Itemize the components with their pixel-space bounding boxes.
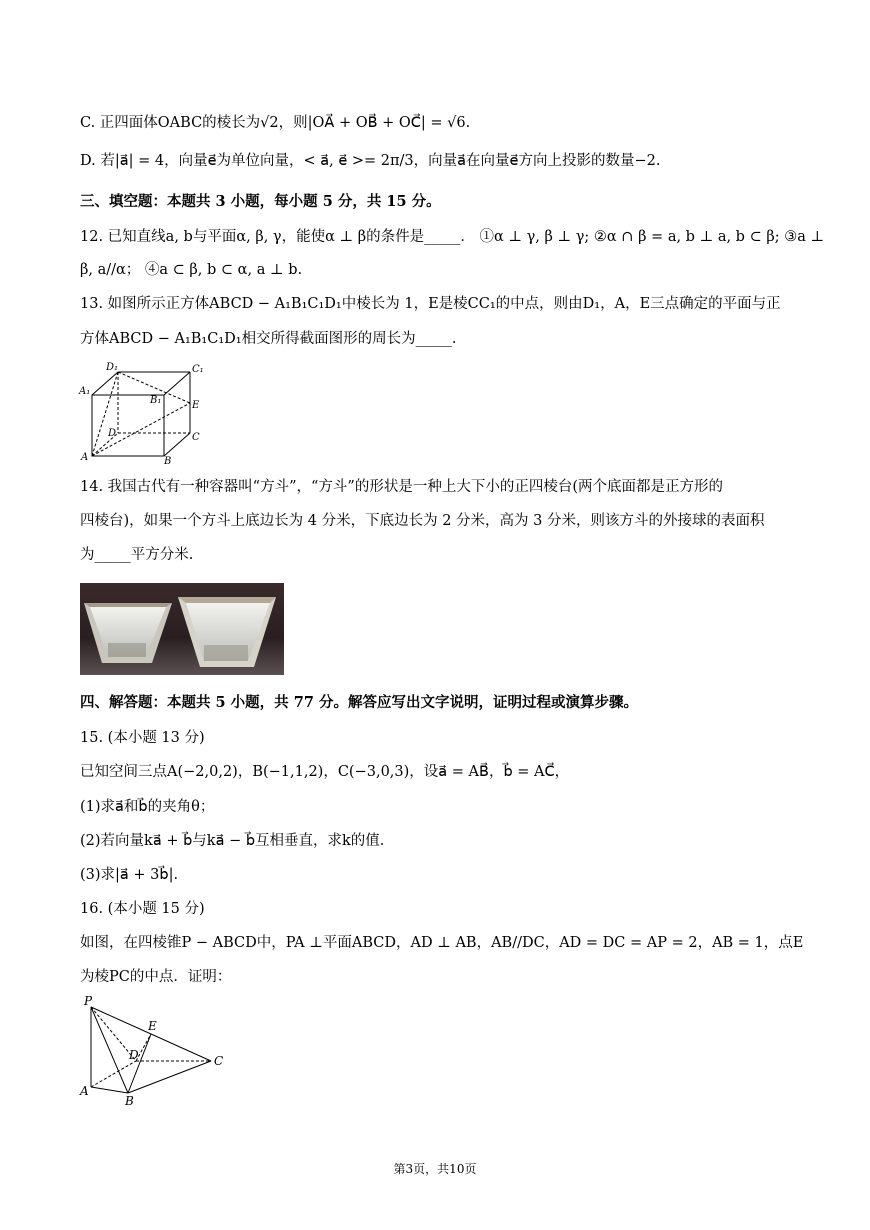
question-15-part-2: (2)若向量ka⃗ + b⃗与ka⃗ − b⃗互相垂直，求k的值.	[80, 833, 385, 849]
question-15-line-1: 已知空间三点A(−2,0,2)，B(−1,1,2)，C(−3,0,3)，设a⃗ = AB⃗，b⃗ = AC⃗，	[80, 764, 570, 780]
question-15-heading: 15. (本小题 13 分)	[80, 730, 205, 746]
option-c: C. 正四面体OABC的棱长为√2，则|OA⃗ + OB⃗ + OC⃗| = √6.	[80, 115, 471, 131]
pyramid-label-b: B	[125, 1094, 134, 1108]
section-3-heading: 三、填空题：本题共 3 小题，每小题 5 分，共 15 分。	[80, 193, 441, 210]
pyramid-label-p: P	[84, 994, 93, 1008]
fangdou-photo	[80, 583, 284, 675]
question-14-line-2: 四棱台)，如果一个方斗上底边长为 4 分米，下底边长为 2 分米，高为 3 分米，则该方斗的外接球的表面积	[80, 513, 765, 529]
question-14-line-1: 14. 我国古代有一种容器叫“方斗”，“方斗”的形状是一种上大下小的正四棱台(两个底面都是正方形的	[80, 479, 723, 495]
question-16-line-2: 为棱PC的中点．证明：	[80, 969, 232, 985]
question-16-heading: 16. (本小题 15 分)	[80, 901, 205, 917]
question-12-line-2: β, a//α； ④a ⊂ β, b ⊂ α, a ⊥ b.	[80, 262, 303, 278]
option-d: D. 若|a⃗| = 4，向量e⃗为单位向量，< a⃗, e⃗ >= 2π/3，向量a⃗在向量e⃗方向上投影的数量−2.	[80, 153, 661, 169]
question-16-line-1: 如图，在四棱锥P − ABCD中，PA ⊥平面ABCD，AD ⊥ AB，AB//DC，AD = DC = AP = 2，AB = 1，点E	[80, 935, 804, 951]
cube-figure	[78, 360, 218, 465]
question-15-part-1: (1)求a⃗和b⃗的夹角θ；	[80, 799, 215, 815]
pyramid-label-d: D	[129, 1048, 139, 1062]
cube-label-d: D	[108, 428, 117, 439]
cube-label-b1: B₁	[150, 395, 162, 406]
question-15-part-3: (3)求|a⃗ + 3b⃗|.	[80, 867, 179, 883]
pyramid-label-a: A	[80, 1084, 89, 1098]
section-4-heading: 四、解答题：本题共 5 小题，共 77 分。解答应写出文字说明，证明过程或演算步骤。	[80, 694, 638, 711]
page-footer: 第3页，共10页	[393, 1162, 477, 1176]
question-13-line-2: 方体ABCD − A₁B₁C₁D₁相交所得截面图形的周长为_____.	[80, 331, 457, 347]
pyramid-label-e: E	[148, 1019, 157, 1033]
cube-label-a1: A₁	[79, 386, 91, 397]
cube-label-a: A	[81, 452, 89, 463]
cube-label-d1: D₁	[106, 362, 119, 373]
cube-label-b: B	[164, 456, 172, 465]
cube-label-e: E	[192, 400, 200, 411]
question-14-line-3: 为_____平方分米.	[80, 547, 194, 563]
pyramid-label-c: C	[214, 1054, 224, 1068]
question-12-line-1: 12. 已知直线a, b与平面α, β, γ，能使α ⊥ β的条件是_____． ①α ⊥ γ, β ⊥ γ; ②α ∩ β = a, b ⊥ a, b ⊂ β; ③a ⊥	[80, 229, 825, 245]
pyramid-figure	[78, 993, 238, 1108]
cube-label-c1: C₁	[192, 364, 204, 375]
cube-label-c: C	[192, 432, 200, 443]
question-13-line-1: 13. 如图所示正方体ABCD − A₁B₁C₁D₁中棱长为 1，E是棱CC₁的中点，则由D₁，A，E三点确定的平面与正	[80, 296, 781, 312]
